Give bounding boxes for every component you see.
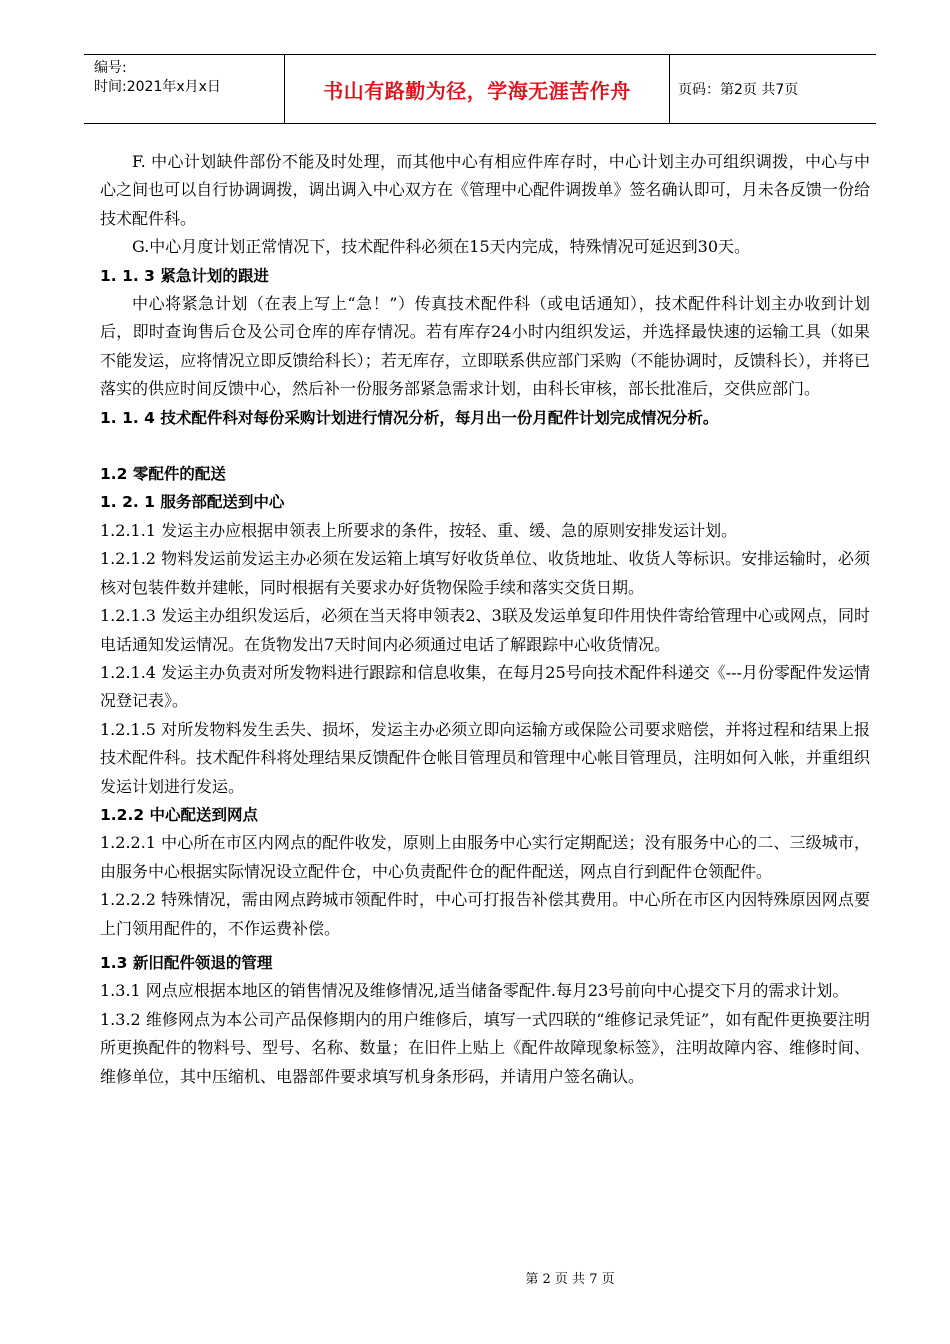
header-time-label: 时间:2021年x月x日 (94, 79, 221, 95)
section-heading: 1. 2. 1 服务部配送到中心 (100, 493, 285, 512)
page-footer (0, 1268, 950, 1287)
document-body (100, 148, 870, 1091)
body-paragraph: 1.3.1 网点应根据本地区的销售情况及维修情况,适当储备零配件.每月23号前向中心提交下月的需求计划。 (100, 981, 849, 1001)
body-paragraph: 1.2.1.2 物料发运前发运主办必须在发运箱上填写好收货单位、收货地址、收货人等标识。安排运输时，必须核对包装件数并建帐，同时根据有关要求办好货物保险手续和落实交货日期。 (100, 549, 870, 597)
section-heading: 1.3 新旧配件领退的管理 (100, 953, 273, 972)
body-paragraph: 1.2.1.4 发运主办负责对所发物料进行跟踪和信息收集，在每月25号向技术配件科递交《---月份零配件发运情况登记表》。 (100, 662, 870, 711)
body-paragraph: 1.3.2 维修网点为本公司产品保修期内的用户维修后，填写一式四联的“维修记录凭证”，如有配件更换要注明所更换配件的物料号、型号、名称、数量；在旧件上贴上《配件故障现象标签》，注明故障内容、维修时间、维修单位，其中压缩机、电器部件要求填写机身条形码，并请用户签名确认。 (100, 1009, 870, 1086)
page-header (84, 54, 876, 124)
body-paragraph: F. 中心计划缺件部份不能及时处理，而其他中心有相应件库存时，中心计划主办可组织调拨，中心与中心之间也可以自行协调调拨，调出调入中心双方在《管理中心配件调拨单》签名确认即可，月未各反馈一份给技术配件科。 (100, 152, 870, 228)
footer-page-number: 第 2 页 共 7 页 (525, 1272, 615, 1287)
body-paragraph: G.中心月度计划正常情况下，技术配件科必须在15天内完成，特殊情况可延迟到30天。 (132, 237, 751, 257)
header-meta (84, 55, 284, 123)
section-heading: 1. 1. 4 技术配件科对每份采购计划进行情况分析，每月出一份月配件计划完成情况分析。 (100, 408, 719, 427)
body-paragraph: 1.2.1.3 发运主办组织发运后，必须在当天将申领表2、3联及发运单复印件用快件寄给管理中心或网点，同时电话通知发运情况。在货物发出7天时间内必须通过电话了解跟踪中心收货情况。 (100, 606, 870, 654)
header-page-info: 页码：第2页 共7页 (678, 82, 799, 98)
paragraph-gap (100, 432, 870, 460)
body-paragraph: 1.2.2.1 中心所在市区内网点的配件收发，原则上由服务中心实行定期配送；没有服务中心的二、三级城市，由服务中心根据实际情况设立配件仓，中心负责配件仓的配件配送，网点自行到配件仓领配件。 (100, 833, 870, 881)
body-paragraph: 中心将紧急计划（在表上写上“急！”）传真技术配件科（或电话通知），技术配件科计划主办收到计划后，即时查询售后仓及公司仓库的库存情况。若有库存24小时内组织发运，并选择最快速的运输工具（如果不能发运，应将情况立即反馈给科长）；若无库存，立即联系供应部门采购（不能协调时，反馈科长），并将已落实的供应时间反馈中心，然后补一份服务部紧急需求计划，由科长审核，部长批准后，交供应部门。 (100, 294, 870, 399)
body-paragraph: 1.2.1.5 对所发物料发生丢失、损坏，发运主办必须立即向运输方或保险公司要求赔偿，并将过程和结果上报技术配件科。技术配件科将处理结果反馈配件仓帐目管理员和管理中心帐目管理员，注明如何入帐，并重组织发运计划进行发运。 (100, 719, 870, 796)
header-number-label: 编号: (94, 60, 127, 76)
body-paragraph: 1.2.2.2 特殊情况，需由网点跨城市领配件时，中心可打报告补偿其费用。中心所在市区内因特殊原因网点要上门领用配件的，不作运费补偿。 (100, 890, 870, 938)
section-heading: 1.2.2 中心配送到网点 (100, 805, 259, 824)
body-paragraph: 1.2.1.1 发运主办应根据申领表上所要求的条件，按轻、重、缓、急的原则安排发运计划。 (100, 520, 738, 540)
section-heading: 1. 1. 3 紧急计划的跟进 (100, 266, 269, 285)
header-motto: 书山有路勤为径，学海无涯苦作舟 (284, 55, 670, 123)
section-heading: 1.2 零配件的配送 (100, 465, 226, 484)
